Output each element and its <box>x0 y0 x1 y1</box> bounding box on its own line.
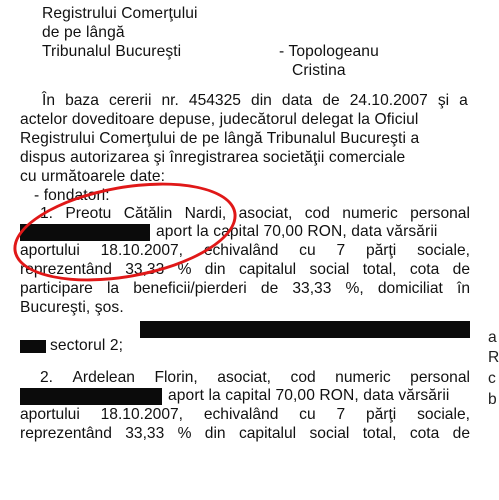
redaction-bar <box>20 340 46 353</box>
word: şi <box>437 92 450 109</box>
adjacent-column-glyph: R <box>488 349 499 366</box>
redaction-bar <box>140 321 470 338</box>
word: a <box>459 92 468 109</box>
word: 24.10.2007 <box>349 92 428 109</box>
founder-2-line <box>20 406 470 424</box>
word: participare <box>20 280 93 297</box>
word: social <box>309 425 350 442</box>
adjacent-column-glyph: b <box>488 391 497 408</box>
word: cod <box>304 205 330 222</box>
word: numeric <box>335 369 391 386</box>
section-label-fondatori: - fondatori: <box>34 187 110 204</box>
paragraph-line: actelor doveditoare depuse, judecătorul delegat la Oficiul <box>20 111 419 128</box>
founder-2-line <box>40 369 470 387</box>
word: Florin, <box>154 369 198 386</box>
word: nr. <box>161 92 179 109</box>
founder-1-line: sectorul 2; <box>50 337 124 354</box>
word: din <box>251 92 272 109</box>
word: 18.10.2007, <box>100 242 184 259</box>
word: domiciliat <box>377 280 443 297</box>
word: în <box>456 280 470 297</box>
word: echivalând <box>203 242 279 259</box>
word: de <box>452 425 470 442</box>
word: reprezentând <box>20 425 112 442</box>
word: cota <box>409 261 440 278</box>
word: beneficii/pierderi <box>133 280 247 297</box>
word: social <box>309 261 350 278</box>
adjacent-column-glyph: a <box>488 329 497 346</box>
word: Ardelean <box>72 369 135 386</box>
founder-1-line: aport la capital 70,00 RON, data vărsării <box>156 223 438 240</box>
word: Nardi, <box>184 205 227 222</box>
word: 454325 <box>188 92 241 109</box>
word: cod <box>290 369 316 386</box>
word: capitalul <box>238 425 297 442</box>
word: data <box>281 92 313 109</box>
word: personal <box>410 369 470 386</box>
founder-1-line <box>20 280 470 298</box>
word: de <box>452 261 470 278</box>
word: % <box>177 425 192 442</box>
word: 18.10.2007, <box>100 406 184 423</box>
word: baza <box>65 92 99 109</box>
word: de <box>260 280 279 297</box>
founder-2-line: aport la capital 70,00 RON, data vărsării <box>168 387 450 404</box>
word: din <box>204 261 226 278</box>
word: %, <box>345 280 364 297</box>
founder-2-line <box>20 425 470 443</box>
word: aportului <box>20 406 80 423</box>
word: 7 <box>336 242 346 259</box>
word: 2. <box>40 369 54 386</box>
word: În <box>42 92 56 109</box>
word: sociale, <box>417 406 470 423</box>
word: aportului <box>20 242 80 259</box>
header-name-line1: - Topologeanu <box>279 43 379 60</box>
paragraph-line <box>42 92 468 110</box>
word: 1. <box>40 205 54 222</box>
word: reprezentând <box>20 261 112 278</box>
word: 7 <box>336 406 346 423</box>
founder-1-line: Bucureşti, şos. <box>20 299 124 316</box>
word: cu <box>299 242 316 259</box>
word: din <box>204 425 226 442</box>
header-office-line3: Tribunalul Bucureşti <box>42 43 182 60</box>
word: cererii <box>108 92 152 109</box>
word: % <box>177 261 192 278</box>
word: numeric <box>342 205 398 222</box>
header-office-line2: de pe lângă <box>42 24 125 41</box>
word: capitalul <box>238 261 297 278</box>
word: la <box>106 280 120 297</box>
word: total, <box>362 261 397 278</box>
paragraph-line: cu următoarele date: <box>20 168 166 185</box>
adjacent-column-glyph: c <box>488 370 496 387</box>
word: echivalând <box>203 406 279 423</box>
word: cu <box>299 406 316 423</box>
word: Cătălin <box>123 205 173 222</box>
paragraph-line: dispus autorizarea şi înregistrarea societăţii comerciale <box>20 149 406 166</box>
redaction-bar <box>20 388 162 405</box>
word: 33,33 <box>125 425 165 442</box>
word: 33,33 <box>292 280 332 297</box>
word: cota <box>409 425 440 442</box>
word: 33,33 <box>125 261 165 278</box>
word: asociat, <box>217 369 272 386</box>
header-name-line2: Cristina <box>292 62 346 79</box>
word: asociat, <box>238 205 293 222</box>
word: părţi <box>365 406 397 423</box>
word: părţi <box>365 242 397 259</box>
paragraph-line: Registrului Comerţului de pe lângă Tribunalul Bucureşti a <box>20 130 420 147</box>
word: total, <box>362 425 397 442</box>
word: sociale, <box>417 242 470 259</box>
word: Preotu <box>65 205 112 222</box>
word: de <box>322 92 340 109</box>
word: personal <box>410 205 470 222</box>
header-office-line1: Registrului Comerţului <box>42 5 198 22</box>
